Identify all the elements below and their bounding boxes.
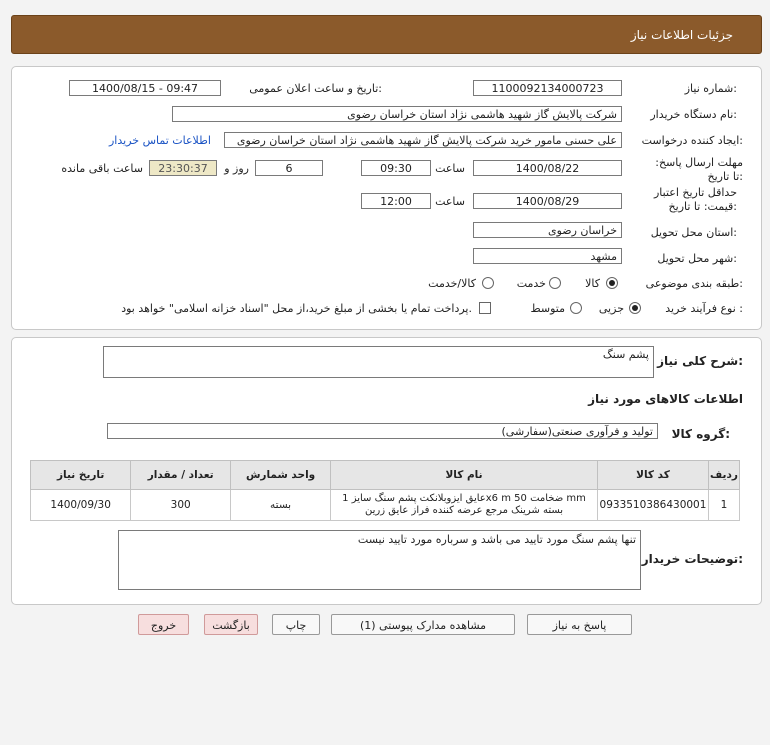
category-radio-service[interactable] [549,277,561,289]
goods-group-field: تولید و فرآوری صنعتی(سفارشی) [107,423,658,439]
purchase-option-minor: جزیی [598,302,624,315]
category-label: طبقه بندی موضوعی: [645,277,743,290]
treasury-payment-checkbox[interactable] [479,302,491,314]
cell-unit: بسته [231,490,331,521]
need-description-label: شرح کلی نیاز: [657,354,743,368]
page-title: جزئیات اطلاعات نیاز [630,28,733,42]
category-radio-both[interactable] [482,277,494,289]
need-number-field: 1100092134000723 [473,80,622,96]
goods-info-title: اطلاعات کالاهای مورد نیاز [588,392,743,406]
cell-name-line1: عایق ایزوبلانکت پشم سنگ سایز 1x6 m ضخامت 50 mm [342,493,586,504]
cell-date: 1400/09/30 [31,490,131,521]
purchase-option-medium: متوسط [530,302,565,315]
validity-time-label: ساعت [435,195,465,208]
goods-table-header [31,461,740,490]
time-remaining-label: ساعت باقی مانده [61,162,143,175]
need-number-label: شماره نیاز: [684,82,737,95]
category-option-service: خدمت [516,277,546,290]
treasury-payment-note: پرداخت تمام یا بخشی از مبلغ خرید،از محل "اسناد خزانه اسلامی" خواهد بود. [121,302,472,315]
category-option-goods: کالا [585,277,600,290]
buyer-field: شرکت پالایش گاز شهید هاشمی نژاد استان خراسان رضوی [172,106,622,122]
validity-time-field: 12:00 [361,193,431,209]
city-label: شهر محل تحویل: [657,252,737,265]
attachments-button[interactable]: مشاهده مدارک پیوستی (1) [331,614,515,635]
time-remaining-field: 23:30:37 [149,160,217,176]
days-remaining-field: 6 [255,160,323,176]
days-label: روز و [224,162,249,175]
buyer-notes-label: توضیحات خریدار: [641,552,743,566]
announce-field: 1400/08/15 - 09:47 [69,80,221,96]
goods-group-label: گروه کالا: [671,427,730,441]
validity-date-field: 1400/08/29 [473,193,622,209]
deadline-time-label: ساعت [435,162,465,175]
exit-button[interactable]: خروج [138,614,189,635]
reply-button[interactable]: پاسخ به نیاز [527,614,632,635]
deadline-time-field: 09:30 [361,160,431,176]
cell-name [331,490,598,521]
validity-label-text: حداقل تاریخ اعتبار قیمت: تا تاریخ: [653,186,737,213]
table-row [31,490,740,521]
validity-label [642,186,737,214]
province-field: خراسان رضوی [473,222,622,238]
col-qty: تعداد / مقدار [131,461,231,490]
col-date: تاریخ نیاز [31,461,131,490]
province-label: استان محل تحویل: [650,226,737,239]
cell-name-line2: بسته شرینک مرجع عرضه کننده فراز عایق زرین [364,505,564,516]
purchase-radio-minor[interactable] [629,302,641,314]
print-button[interactable]: چاپ [272,614,320,635]
category-option-both: کالا/خدمت [428,277,476,290]
creator-label: ایجاد کننده درخواست: [641,134,743,147]
category-radio-goods[interactable] [606,277,618,289]
col-unit: واحد شمارش [231,461,331,490]
buyer-notes-field: تنها پشم سنگ مورد تایید می باشد و سرباره مورد تایید نیست [118,530,641,590]
page-header [11,15,762,54]
buyer-contact-link[interactable]: اطلاعات تماس خریدار [109,134,211,147]
col-name: نام کالا [331,461,598,490]
deadline-label [647,156,743,184]
cell-qty: 300 [131,490,231,521]
col-row: ردیف [708,461,739,490]
deadline-label-text: مهلت ارسال پاسخ: تا تاریخ: [655,156,743,183]
announce-label: تاریخ و ساعت اعلان عمومی: [249,82,382,95]
purchase-radio-medium[interactable] [570,302,582,314]
need-description-field: پشم سنگ [103,346,654,378]
buyer-label: نام دستگاه خریدار: [650,108,737,121]
goods-table [30,460,740,521]
city-field: مشهد [473,248,622,264]
deadline-date-field: 1400/08/22 [473,160,622,176]
cell-code: 0933510386430001 [598,490,709,521]
col-code: کد کالا [598,461,709,490]
back-button[interactable]: بازگشت [204,614,258,635]
creator-field: علی حسنی مامور خرید شرکت پالایش گاز شهید هاشمی نژاد استان خراسان رضوی [224,132,622,148]
purchase-type-label: نوع فرآیند خرید : [665,302,743,315]
cell-row: 1 [708,490,739,521]
